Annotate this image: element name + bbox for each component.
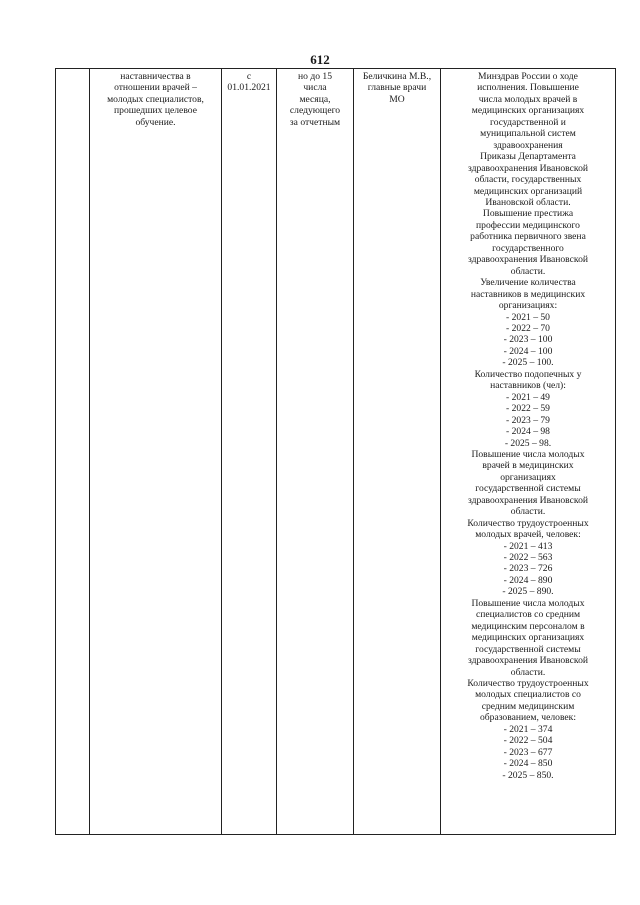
text-line: главные врачи (367, 82, 427, 94)
text-line: здравоохранения Ивановской (467, 655, 589, 667)
page-number: 612 (310, 52, 330, 67)
text-line: - 2024 – 850 (503, 758, 553, 770)
text-line: молодых специалистов со (475, 689, 581, 701)
text-line: - 2025 – 100. (502, 357, 554, 369)
text-line: следующего (289, 105, 341, 117)
text-line: - 2024 – 100 (503, 345, 553, 357)
text-line: обучение. (135, 116, 176, 128)
cell-responsible (354, 69, 441, 835)
text-line: с (246, 71, 252, 82)
text-line: Увеличение количества (480, 277, 576, 289)
text-line: - 2021 – 374 (503, 723, 553, 735)
text-line: - 2021 – 49 (506, 391, 550, 403)
text-line: Минздрав России о ходе (478, 71, 578, 82)
text-line: Повышение числа молодых (471, 448, 585, 460)
text-line: Количество трудоустроенных (467, 517, 589, 529)
text-line: государственной и (490, 116, 566, 128)
text-line: области. (510, 265, 546, 277)
text-line: области. (510, 666, 546, 678)
text-line: здравоохранения (493, 139, 563, 151)
text-line: государственного (492, 242, 564, 254)
text-line: но до 15 (298, 71, 332, 82)
text-line: - 2021 – 413 (503, 540, 553, 552)
cell-deadline (277, 69, 354, 835)
text-line: медицинских организациях (471, 105, 585, 117)
text-line: МО (389, 93, 405, 105)
cell-start-date (222, 69, 277, 835)
text-line: Повышение престижа (482, 208, 574, 220)
text-line: области, государственных (474, 174, 582, 186)
text-line: - 2021 – 50 (506, 311, 550, 323)
text-line: наставников (чел): (490, 380, 566, 392)
text-line: месяца, (299, 93, 331, 105)
text-line: за отчетным (289, 116, 341, 128)
text-line: средним медицинским (481, 700, 575, 712)
text-line: Приказы Департамента (480, 151, 576, 163)
text-line: - 2025 – 98. (504, 437, 552, 449)
text-line: здравоохранения Ивановской (467, 494, 589, 506)
text-line: наставничества в (120, 71, 191, 82)
text-line: наставников в медицинских (470, 288, 586, 300)
text-line: - 2024 – 98 (506, 426, 550, 438)
text-line: числа молодых врачей в (478, 93, 578, 105)
text-line: медицинским персоналом в (471, 620, 585, 632)
text-line: прошедших целевое (114, 105, 197, 117)
text-line: Ивановской области. (485, 196, 571, 208)
text-line: медицинских организациях (471, 632, 585, 644)
table-row (56, 69, 616, 835)
text-line: 01.01.2021 (227, 82, 271, 94)
text-line: области. (510, 506, 546, 518)
text-line: врачей в медицинских (482, 460, 574, 472)
cell-measure (90, 69, 222, 835)
text-line: муниципальной систем (480, 128, 576, 140)
text-line: специалистов со средним (475, 609, 581, 621)
cell-expected-result (441, 69, 616, 835)
text-line: Количество подопечных у (474, 368, 582, 380)
text-line: - 2023 – 677 (503, 746, 553, 758)
cell-number (56, 69, 90, 835)
text-line: молодых врачей, человек: (475, 529, 581, 541)
text-line: организациях: (498, 300, 558, 312)
text-line: образованием, человек: (479, 712, 577, 724)
text-line: числа (303, 82, 327, 94)
text-line: - 2023 – 79 (506, 414, 550, 426)
text-line: - 2022 – 59 (506, 403, 550, 415)
text-line: - 2022 – 563 (503, 552, 553, 564)
text-line: - 2023 – 100 (503, 334, 553, 346)
text-line: работника первичного звена (470, 231, 586, 243)
text-line: организациях (500, 471, 556, 483)
text-line: здравоохранения Ивановской (467, 254, 589, 266)
text-line: профессии медицинского (476, 219, 580, 231)
text-line: - 2022 – 70 (506, 322, 550, 334)
text-line: - 2023 – 726 (503, 563, 553, 575)
text-line: - 2025 – 890. (502, 586, 554, 598)
text-line: молодых специалистов, (107, 93, 204, 105)
text-line: здравоохранения Ивановской (467, 162, 589, 174)
text-line: - 2024 – 890 (503, 574, 553, 586)
text-line: Повышение числа молодых (471, 597, 585, 609)
text-line: - 2025 – 850. (502, 769, 554, 781)
text-line: медицинских организаций (473, 185, 583, 197)
text-line: - 2022 – 504 (503, 735, 553, 747)
plan-table (55, 68, 616, 835)
text-line: Беличкина М.В., (362, 71, 432, 82)
text-line: государственной системы (475, 483, 581, 495)
text-line: государственной системы (475, 643, 581, 655)
text-line: исполнения. Повышение (477, 82, 579, 94)
text-line: Количество трудоустроенных (467, 678, 589, 690)
text-line: отношении врачей – (114, 82, 197, 94)
